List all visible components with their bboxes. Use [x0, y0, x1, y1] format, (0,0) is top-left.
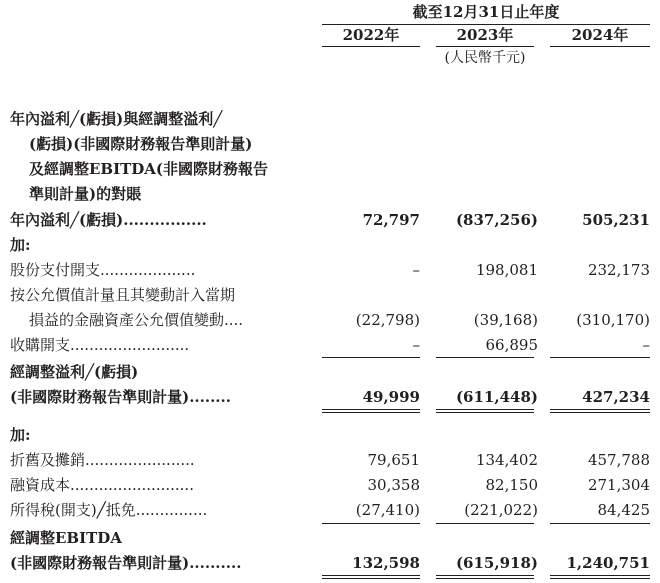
final-rule-a-2024: [550, 575, 650, 576]
final-rule-b-2023: [436, 578, 534, 579]
row-adj-ebitda-2023: (615,918): [455, 554, 538, 572]
row-adj-profit-2024: 427,234: [582, 388, 650, 406]
row-fv-change-label-1: 按公允價值計量且其變動計入當期: [10, 286, 236, 304]
row-tax-2024: 84,425: [597, 501, 650, 519]
double-rule-a-2023: [436, 409, 534, 410]
year-rule-2023: [436, 46, 534, 47]
row-acquisition-label: 收購開支.........................: [10, 336, 190, 354]
row-adj-profit-2023: (611,448): [455, 388, 538, 406]
row-finance-2022: 30,358: [367, 476, 420, 494]
row-profit-2022: 72,797: [362, 211, 420, 229]
row-fv-change-2022: (22,798): [355, 311, 420, 329]
double-rule-a-2024: [550, 409, 650, 410]
final-rule-a-2023: [436, 575, 534, 576]
row-adj-profit-2022: 49,999: [362, 388, 420, 406]
subtotal-rule-2-2023: [436, 523, 534, 524]
double-rule-a-2022: [322, 409, 420, 410]
double-rule-b-2024: [550, 412, 650, 413]
row-share-comp-label: 股份支付開支....................: [10, 261, 196, 279]
final-rule-b-2022: [322, 578, 420, 579]
row-share-comp-2022: –: [412, 261, 420, 279]
section-title-line-1: 年內溢利╱(虧損)與經調整溢利╱: [10, 110, 223, 128]
row-acquisition-2023: 66,895: [485, 336, 538, 354]
double-rule-b-2022: [322, 412, 420, 413]
row-depreciation-2023: 134,402: [475, 451, 538, 469]
row-adj-ebitda-label-1: 經調整EBITDA: [10, 529, 122, 547]
year-2022-header: 2022年: [342, 26, 400, 44]
double-rule-b-2023: [436, 412, 534, 413]
row-adj-ebitda-2022: 132,598: [352, 554, 420, 572]
row-finance-2023: 82,150: [485, 476, 538, 494]
row-add-label-2: 加:: [10, 426, 31, 444]
section-title-line-2: (虧損)(非國際財務報告準則計量): [29, 135, 253, 153]
row-finance-label: 融資成本..........................: [10, 476, 194, 494]
row-add-label-1: 加:: [10, 236, 31, 254]
row-depreciation-2024: 457,788: [587, 451, 650, 469]
row-profit-2023: (837,256): [455, 211, 538, 229]
year-2023-header: 2023年: [456, 26, 514, 44]
row-fv-change-label-2: 損益的金融資產公允價值變動....: [29, 311, 244, 329]
row-tax-2022: (27,410): [355, 501, 420, 519]
unit-label: (人民幣千元): [444, 50, 526, 66]
row-adj-ebitda-label-2: (非國際財務報告準則計量)..........: [10, 554, 242, 572]
section-title-line-4: 準則計量)的對賬: [29, 185, 142, 203]
year-rule-2022: [322, 46, 420, 47]
row-acquisition-2022: –: [412, 336, 420, 354]
section-title-line-3: 及經調整EBITDA(非國際財務報告: [29, 160, 269, 178]
row-adj-profit-label-1: 經調整溢利╱(虧損): [10, 363, 139, 381]
row-fv-change-2024: (310,170): [576, 311, 650, 329]
row-fv-change-2023: (39,168): [473, 311, 538, 329]
year-2024-header: 2024年: [571, 26, 629, 44]
row-depreciation-label: 折舊及攤銷.......................: [10, 451, 195, 469]
row-profit-2024: 505,231: [582, 211, 650, 229]
subtotal-rule-2023: [436, 357, 534, 358]
row-tax-2023: (221,022): [464, 501, 538, 519]
final-rule-b-2024: [550, 578, 650, 579]
row-share-comp-2024: 232,173: [587, 261, 650, 279]
period-header: 截至12月31日止年度: [412, 3, 560, 21]
row-depreciation-2022: 79,651: [367, 451, 420, 469]
final-rule-a-2022: [322, 575, 420, 576]
row-tax-label: 所得稅(開支)╱抵免...............: [10, 501, 208, 519]
row-adj-profit-label-2: (非國際財務報告準則計量)........: [10, 388, 231, 406]
row-finance-2024: 271,304: [587, 476, 650, 494]
row-adj-ebitda-2024: 1,240,751: [566, 554, 650, 572]
header-rule: [322, 24, 650, 25]
row-acquisition-2024: –: [642, 336, 650, 354]
subtotal-rule-2022: [322, 357, 420, 358]
subtotal-rule-2-2024: [550, 523, 650, 524]
year-rule-2024: [550, 46, 650, 47]
subtotal-rule-2-2022: [322, 523, 420, 524]
row-profit-label: 年內溢利╱(虧損)................: [10, 211, 207, 229]
row-share-comp-2023: 198,081: [475, 261, 538, 279]
subtotal-rule-2024: [550, 357, 650, 358]
